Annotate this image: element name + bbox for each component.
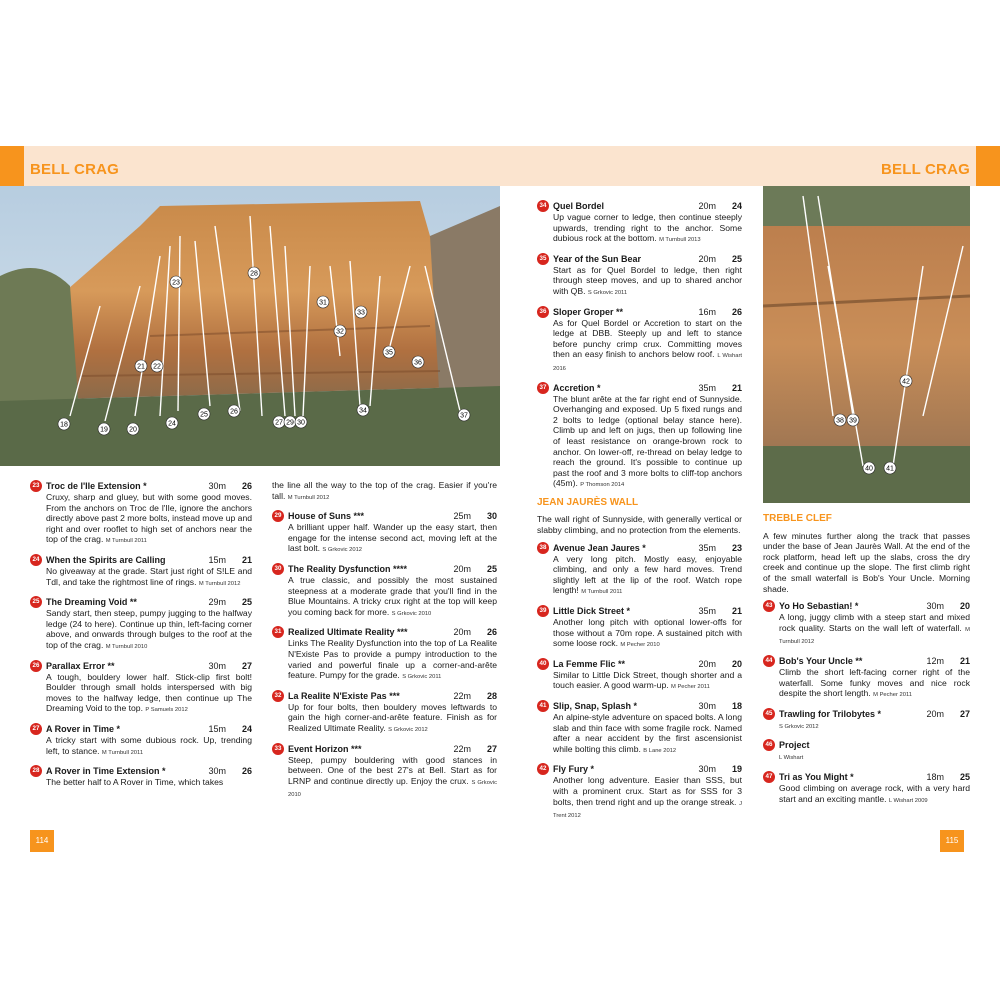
route-grade: 24	[241, 723, 252, 734]
first-ascent-credit: M Pecher 2011	[873, 692, 913, 699]
route-header	[272, 626, 497, 638]
route-name: Parallax Error **	[46, 660, 115, 671]
svg-text:38: 38	[836, 417, 844, 425]
first-ascent-credit: P Samuels 2012	[145, 707, 188, 714]
route-number-badge: 26	[30, 660, 42, 672]
route-description	[763, 751, 970, 764]
first-ascent-credit: S Grkovic 2012	[388, 726, 428, 733]
first-ascent-credit: M Turnbull 2011	[101, 749, 144, 756]
route-description	[537, 617, 742, 651]
route-description-text: Up vague corner to ledge, then continue steeply upwards, trending right to the anchor. Some dubious rock at the bottom.	[553, 212, 742, 244]
route-entry	[272, 626, 497, 682]
route-number-badge: 46	[763, 739, 775, 751]
svg-text:23: 23	[172, 279, 180, 287]
route-number-badge: 36	[537, 306, 549, 318]
route-name: Avenue Jean Jaures *	[553, 542, 646, 553]
route-description-text: The better half to A Rover in Time, which takes	[46, 777, 224, 788]
svg-text:27: 27	[275, 419, 283, 427]
route-description	[30, 608, 252, 652]
route-grade: 27	[486, 743, 497, 754]
first-ascent-credit: M Turnbull 2010	[105, 643, 148, 650]
route-grade: 27	[241, 660, 252, 671]
svg-text:19: 19	[100, 426, 108, 434]
first-ascent-credit: L Wishart 2009	[888, 797, 928, 804]
route-entry	[537, 542, 742, 598]
route-grade: 26	[486, 627, 497, 638]
page-number-right: 115	[940, 830, 964, 852]
route-description-text: A true classic, and possibly the most sustained steepness at a moderate grade that you'll find in the Blue Mountains. A tricky crux right at the top will keep you coming back for more.	[288, 574, 497, 617]
section-intro-treble-clef: A few minutes further along the track that passes under the base of Jean Jaurès Wall. At the end of the rock platform, head left up the slabs, cross the dry creek and continue up the slope. The first climb right of the small waterfall is Bob's Your Uncle. Morning shade.	[763, 530, 970, 594]
topo-label-42	[900, 375, 912, 387]
route-number-badge: 40	[537, 658, 549, 670]
route-length: 30m	[208, 481, 226, 491]
route-grade: 25	[731, 253, 742, 264]
route-length: 20m	[453, 563, 471, 574]
route-description	[30, 777, 252, 790]
route-entry	[537, 700, 742, 756]
first-ascent-credit: M Turnbull 2012	[198, 580, 241, 587]
route-number-badge: 28	[30, 765, 42, 777]
svg-text:40: 40	[865, 465, 873, 473]
route-grade: 20	[959, 601, 970, 612]
route-header	[30, 596, 252, 608]
route-entry	[537, 605, 742, 651]
route-grade: 18	[731, 701, 742, 711]
left-column-1	[30, 480, 252, 797]
route-name: The Reality Dysfunction ****	[288, 563, 408, 574]
route-description-text: Cruxy, sharp and gluey, but with some good moves. From the anchors on Troc de l'Ile, ignore the anchors directly above past 2 more bolts, instead move up and right and over rooflet to high set of anchors near the top of the crag.	[46, 492, 252, 545]
route-description	[272, 575, 497, 619]
route-description	[30, 735, 252, 758]
first-ascent-credit: M Turnbull 2012	[779, 626, 971, 646]
route-length: 35m	[698, 542, 716, 553]
topo-label-22	[151, 360, 163, 372]
route-length: 35m	[698, 606, 716, 617]
route-number-badge: 27	[30, 723, 42, 735]
route-name: Accretion *	[553, 382, 601, 393]
route-description-text: Up for four bolts, then bouldery moves leftwards to gain the high corner-and-arête feature. Finish as for Realized Ultimate Reality.	[288, 701, 497, 733]
topo-label-20	[127, 423, 139, 435]
topo-label-41	[884, 462, 896, 474]
route-grade: 25	[486, 563, 497, 574]
route-entry	[537, 763, 742, 821]
route-description	[537, 394, 742, 491]
route-number-badge: 37	[537, 382, 549, 394]
route-name: La Femme Flic **	[553, 658, 626, 669]
route-number-badge: 32	[272, 690, 284, 702]
route-header	[763, 600, 970, 612]
svg-text:32: 32	[336, 328, 344, 336]
route-description	[272, 522, 497, 556]
topo-label-34	[357, 404, 369, 416]
route-header	[272, 563, 497, 575]
route-entry	[763, 739, 970, 764]
route-entry	[537, 658, 742, 693]
svg-text:21: 21	[137, 363, 145, 371]
first-ascent-credit: M Pecher 2011	[671, 684, 710, 691]
route-description	[537, 212, 742, 246]
route-name: A Rover in Time *	[46, 723, 121, 734]
section-title-jean-jaures-wall: JEAN JAURÈS WALL	[537, 496, 639, 508]
route-header	[537, 306, 742, 318]
route-header	[537, 658, 742, 670]
first-ascent-credit: M Turnbull 2012	[287, 494, 330, 501]
first-ascent-credit: S Grkovic 2012	[779, 723, 819, 730]
bell-crag-topo-photo	[0, 186, 500, 466]
route-description	[272, 480, 497, 503]
route-header	[537, 763, 742, 775]
route-description-text: The blunt arête at the far right end of Sunnyside. Overhanging and exposed. Up 5 fixed rungs and 2 bolts to ledge (optional belay stance here). Climb up and left on jugs, then up following line of least resistance on orange-brown rock to anchor. On lower-off, re-thread on belay ledge to reach the ground. It's possible to continue up past the roof and 3 more bolts to cliff-top anchors (45m).	[553, 393, 742, 489]
route-length: 22m	[453, 690, 471, 701]
route-header	[537, 200, 742, 212]
first-ascent-credit: S Grkovic 2010	[391, 610, 432, 617]
route-description	[537, 712, 742, 756]
route-description-text: A very long pitch. Mostly easy, enjoyable climbing, and only a few hard moves. Trend slightly left at the lip of the roof. Watch rope length!	[553, 553, 742, 596]
svg-text:37: 37	[460, 412, 468, 420]
route-header	[272, 690, 497, 702]
svg-text:28: 28	[250, 270, 258, 278]
route-description	[763, 720, 970, 733]
route-description	[763, 783, 970, 806]
topo-label-21	[135, 360, 147, 372]
svg-text:42: 42	[902, 378, 910, 386]
route-number-badge: 45	[763, 708, 775, 720]
topo-label-36	[412, 356, 424, 368]
svg-text:25: 25	[200, 411, 208, 419]
route-grade: 21	[731, 606, 742, 617]
route-description-text: Steep, pumpy bouldering with good stances in between. One of the best 27's at Bell. Start as for LRNP and continue directly up. Enjoy the crux.	[288, 754, 497, 786]
route-grade: 24	[731, 201, 742, 211]
left-column-2	[272, 480, 497, 808]
route-number-badge: 47	[763, 771, 775, 783]
route-description-text: No giveaway at the grade. Start just right of S!LE and Tdl, and take the rightmost line of rings.	[46, 565, 252, 587]
route-name: Quel Bordel	[553, 201, 605, 211]
route-length: 20m	[698, 253, 716, 264]
route-number-badge: 44	[763, 655, 775, 667]
route-entry	[272, 480, 497, 503]
route-grade: 21	[241, 554, 252, 565]
route-length: 20m	[698, 201, 716, 211]
route-length: 20m	[698, 658, 716, 669]
topo-label-27	[273, 416, 285, 428]
first-ascent-credit: S Grkovic 2011	[402, 674, 442, 681]
route-name: Trawling for Trilobytes *	[779, 708, 882, 719]
route-name: Fly Fury *	[553, 764, 595, 775]
svg-text:29: 29	[286, 419, 294, 427]
route-entry	[30, 660, 252, 716]
svg-text:33: 33	[357, 309, 365, 317]
route-grade: 26	[241, 766, 252, 777]
route-name: Event Horizon ***	[288, 743, 362, 754]
right-crag-title: BELL CRAG	[880, 161, 970, 178]
route-description	[537, 775, 742, 821]
route-name: Bob's Your Uncle **	[779, 655, 863, 666]
route-header	[763, 739, 970, 751]
first-ascent-credit: S Grkovic 2011	[587, 289, 628, 296]
route-description	[763, 667, 970, 701]
route-description-text: Climb the short left-facing corner right of the waterfall. Some funky moves and nice rock despite the short length.	[779, 666, 970, 699]
right-column-1	[537, 200, 742, 829]
topo-label-39	[847, 414, 859, 426]
route-description-text: As for Quel Bordel or Accretion to start on the ledge at DBB. Steeply up and left to stance before punchy crimp crux. Committing moves then an easy finish to anchors below roof.	[553, 317, 742, 360]
route-number-badge: 23	[30, 480, 42, 492]
first-ascent-credit: M Turnbull 2011	[105, 538, 147, 545]
route-entry	[763, 600, 970, 648]
route-length: 22m	[453, 743, 471, 754]
route-name: Tri as You Might *	[779, 771, 854, 782]
first-ascent-credit: M Pecher 2010	[620, 642, 660, 649]
route-description	[537, 265, 742, 299]
route-header	[272, 510, 497, 522]
route-grade: 28	[486, 690, 497, 701]
route-description-text: Similar to Little Dick Street, though shorter and a touch easier. A good warm-up.	[553, 669, 742, 691]
route-description	[30, 492, 252, 547]
route-length: 18m	[926, 771, 944, 782]
route-grade: 25	[241, 597, 252, 608]
first-ascent-credit: J Trent 2012	[553, 800, 742, 820]
topo-label-32	[334, 325, 346, 337]
route-header	[763, 655, 970, 667]
route-number-badge: 24	[30, 554, 42, 566]
svg-text:22: 22	[153, 363, 161, 371]
left-crag-title: BELL CRAG	[30, 161, 120, 178]
topo-label-37	[458, 409, 470, 421]
svg-text:24: 24	[168, 420, 176, 428]
first-ascent-credit: S Grkovic 2012	[322, 547, 363, 554]
topo-label-38	[834, 414, 846, 426]
route-number-badge: 41	[537, 700, 549, 712]
route-list-jean-jaures	[537, 542, 742, 822]
first-ascent-credit: M Turnbull 2011	[581, 589, 623, 596]
route-name: Project	[779, 740, 810, 751]
route-description-text: Good climbing on average rock, with a very hard start and an exciting mantle.	[779, 782, 970, 804]
topo-label-28	[248, 267, 260, 279]
route-header	[30, 480, 252, 492]
left-thumb-tab	[0, 146, 24, 186]
route-description-text: A tricky start with some dubious rock. Up, trending left, to stance.	[46, 734, 252, 756]
topo-label-23	[170, 276, 182, 288]
route-entry	[30, 596, 252, 652]
route-entry	[30, 480, 252, 547]
route-number-badge: 42	[537, 763, 549, 775]
route-header	[30, 660, 252, 672]
route-description-text: Sandy start, then steep, pumpy jugging to the halfway ledge (24 to here). Continue up thin, left-facing corner above, and onwards through bulges to the roof at the top of the crag.	[46, 608, 252, 650]
svg-text:36: 36	[414, 359, 422, 367]
topo-label-40	[863, 462, 875, 474]
right-column-2	[763, 514, 970, 813]
route-length: 29m	[208, 597, 226, 608]
route-description	[272, 702, 497, 736]
route-name: House of Suns ***	[288, 511, 365, 522]
route-header	[30, 554, 252, 566]
route-number-badge: 38	[537, 542, 549, 554]
route-number-badge: 25	[30, 596, 42, 608]
route-header	[537, 253, 742, 265]
route-length: 30m	[698, 764, 716, 775]
route-number-badge: 39	[537, 605, 549, 617]
route-name: Yo Ho Sebastian! *	[779, 601, 859, 612]
route-name: The Dreaming Void **	[46, 597, 137, 608]
svg-text:31: 31	[319, 299, 327, 307]
route-name: Year of the Sun Bear	[553, 253, 642, 264]
svg-text:30: 30	[297, 419, 305, 427]
svg-text:20: 20	[129, 426, 137, 434]
route-description-text: the line all the way to the top of the crag. Easier if you're tall.	[272, 480, 497, 501]
route-list-sunnyside	[537, 200, 742, 491]
topo-label-25	[198, 408, 210, 420]
route-description-text: A brilliant upper half. Wander up the easy start, then engage for the intense second act, moving left at the last bolt.	[288, 522, 497, 554]
route-length: 30m	[208, 660, 226, 671]
section-title-treble-clef: TREBLE CLEF	[763, 513, 832, 524]
svg-text:39: 39	[849, 417, 857, 425]
route-name: Sloper Groper **	[553, 306, 624, 317]
route-header	[537, 700, 742, 712]
route-description-text: A long, juggy climb with a steep start and mixed rock quality. Starts on the wall left of waterfall.	[779, 612, 970, 633]
route-description	[30, 672, 252, 716]
route-description	[763, 612, 970, 648]
route-number-badge: 31	[272, 626, 284, 638]
route-name: Troc de l'Ile Extension *	[46, 481, 147, 491]
route-grade: 20	[731, 658, 742, 669]
page-number-left: 114	[30, 830, 54, 852]
route-length: 35m	[698, 382, 716, 393]
route-grade: 21	[959, 655, 970, 666]
route-entry	[537, 306, 742, 375]
topo-label-30	[295, 416, 307, 428]
topo-label-18	[58, 418, 70, 430]
first-ascent-credit: L Wishart 2016	[553, 353, 742, 372]
route-header	[272, 743, 497, 755]
route-grade: 19	[731, 764, 742, 775]
route-length: 30m	[926, 601, 944, 612]
section-intro-jean-jaures-wall: The wall right of Sunnyside, with generally vertical or slabby climbing, and no protection from the elements.	[537, 514, 742, 536]
route-grade: 26	[731, 306, 742, 317]
route-entry	[537, 382, 742, 491]
topo-label-24	[166, 417, 178, 429]
topo-label-31	[317, 296, 329, 308]
first-ascent-credit: B Lane 2012	[643, 747, 677, 754]
route-name: Realized Ultimate Reality ***	[288, 627, 408, 638]
route-name: A Rover in Time Extension *	[46, 766, 166, 777]
route-entry	[763, 771, 970, 806]
route-header	[537, 542, 742, 554]
topo-label-29	[284, 416, 296, 428]
route-list-treble-clef	[763, 600, 970, 806]
route-description	[272, 638, 497, 682]
route-length: 30m	[698, 701, 716, 711]
route-length: 20m	[453, 627, 471, 638]
route-name: Slip, Snap, Splash *	[553, 701, 638, 711]
route-description	[537, 554, 742, 598]
route-number-badge: 30	[272, 563, 284, 575]
route-entry	[272, 510, 497, 556]
route-entry	[272, 563, 497, 619]
topo-label-33	[355, 306, 367, 318]
topo-label-35	[383, 346, 395, 358]
route-header	[763, 708, 970, 720]
route-name: Little Dick Street *	[553, 606, 631, 617]
route-header	[537, 605, 742, 617]
route-name: When the Spirits are Calling	[46, 554, 166, 565]
svg-text:34: 34	[359, 407, 367, 415]
route-description-text: Another long pitch with optional lower-offs for those without a 70m rope. A sustained pitch with some loose rock.	[553, 617, 742, 649]
route-grade: 21	[731, 382, 742, 393]
route-entry	[30, 723, 252, 758]
route-length: 16m	[698, 306, 716, 317]
route-description	[272, 755, 497, 801]
route-entry	[272, 743, 497, 801]
route-description-text: An alpine-style adventure on spaced bolts. A long slab and thin face with some fragile rock. Named after a near accident by the first ascensionist while bolting this climb.	[553, 712, 742, 754]
first-ascent-credit: M Turnbull 2013	[659, 237, 701, 244]
right-thumb-tab	[976, 146, 1000, 186]
route-number-badge: 33	[272, 743, 284, 755]
route-number-badge: 34	[537, 200, 549, 212]
first-ascent-credit: S Grkovic 2010	[288, 779, 497, 799]
route-header	[30, 723, 252, 735]
first-ascent-credit: L Wishart	[779, 755, 804, 762]
route-name: La Realite N'Existe Pas ***	[288, 690, 400, 701]
route-header	[763, 771, 970, 783]
route-description	[537, 318, 742, 375]
route-header	[30, 765, 252, 777]
route-entry	[763, 655, 970, 701]
route-grade: 26	[241, 481, 252, 491]
route-entry	[30, 554, 252, 589]
first-ascent-credit: P Thomson 2014	[580, 482, 625, 489]
route-number-badge: 43	[763, 600, 775, 612]
route-entry	[537, 200, 742, 246]
route-entry	[30, 765, 252, 790]
svg-text:35: 35	[385, 349, 393, 357]
topo-label-26	[228, 405, 240, 417]
route-length: 15m	[208, 554, 226, 565]
route-header	[537, 382, 742, 394]
route-grade: 25	[959, 771, 970, 782]
route-length: 15m	[208, 723, 226, 734]
route-description-text: Another long adventure. Easier than SSS, but with a prominent crux. Start as for SSS for 3 bolts, then trend right and up the orange streak.	[553, 775, 742, 807]
route-grade: 30	[486, 511, 497, 522]
route-length: 25m	[453, 511, 471, 522]
svg-text:26: 26	[230, 408, 238, 416]
jean-jaures-wall-topo-photo	[763, 186, 970, 503]
topo-label-19	[98, 423, 110, 435]
route-description-text: Links The Reality Dysfunction into the top of La Realite N'Existe Pas to provide a pumpy introduction to the varied and powerful finale up a corner-and-arête feature. Pumpy for the grade.	[288, 638, 497, 681]
route-grade: 23	[731, 542, 742, 553]
route-length: 20m	[926, 708, 944, 719]
route-description-text: A tough, bouldery lower half. Stick-clip first bolt! Boulder through small holds interspersed with big moves to the halfway ledge, then continue up The Dreaming Void to the top.	[46, 671, 252, 714]
route-number-badge: 35	[537, 253, 549, 265]
route-entry	[272, 690, 497, 736]
route-length: 12m	[926, 655, 944, 666]
route-entry	[763, 708, 970, 733]
route-length: 30m	[208, 766, 226, 777]
route-number-badge: 29	[272, 510, 284, 522]
route-description	[30, 566, 252, 589]
svg-text:18: 18	[60, 421, 68, 429]
route-description-text: Start as for Quel Bordel to ledge, then right through steep moves, and up to shared anchor with QB.	[553, 264, 742, 296]
route-description	[537, 670, 742, 693]
svg-text:41: 41	[886, 465, 894, 473]
route-entry	[537, 253, 742, 299]
route-grade: 27	[959, 708, 970, 719]
